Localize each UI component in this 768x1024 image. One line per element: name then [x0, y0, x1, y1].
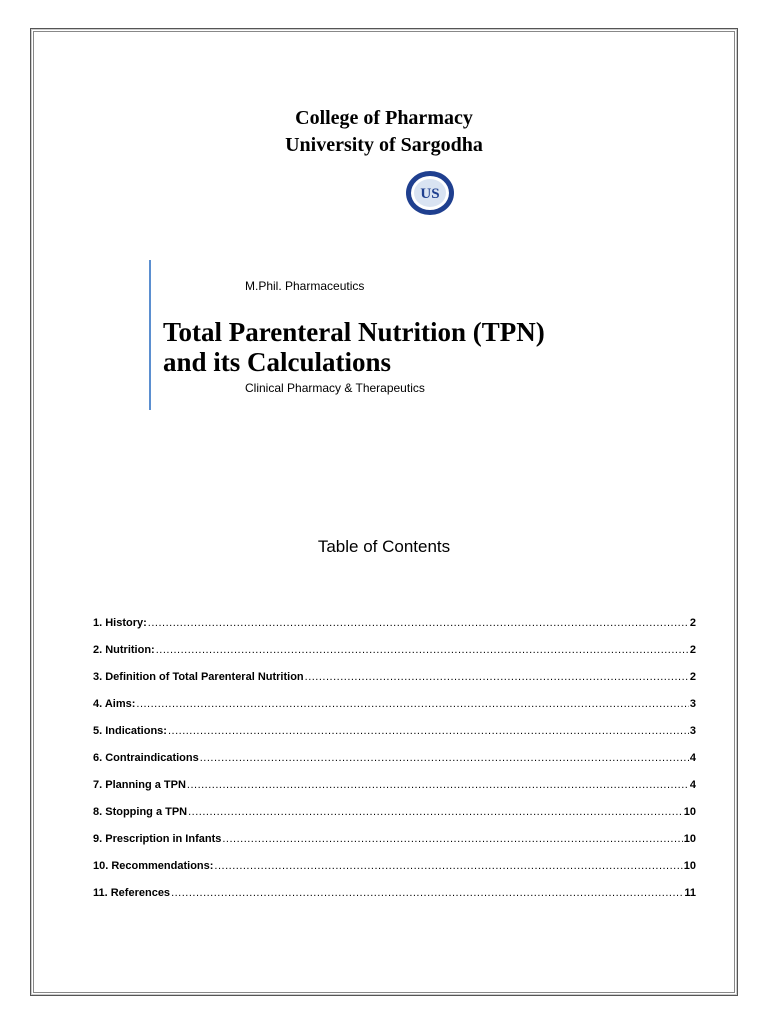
college-name: College of Pharmacy: [295, 107, 473, 129]
document-title: [163, 317, 545, 377]
university-seal: [405, 170, 455, 216]
title-line-2: and its Calculations: [163, 347, 392, 377]
toc-entry-nutrition[interactable]: 2. Nutrition: ..... 2: [93, 644, 696, 671]
toc-entry-infants[interactable]: 9. Prescription in Infants ..... 10: [93, 833, 696, 860]
table-of-contents: [93, 617, 696, 914]
toc-entry-contraindications[interactable]: 6. Contraindications ..... 4: [93, 752, 696, 779]
toc-entry-recommendations[interactable]: 10. Recommendations: ..... 10: [93, 860, 696, 887]
accent-bar: [149, 260, 151, 410]
subject-label: Clinical Pharmacy & Therapeutics: [245, 381, 425, 395]
title-line-1: Total Parenteral Nutrition (TPN): [163, 317, 545, 347]
toc-entry-indications[interactable]: 5. Indications: ..... 3: [93, 725, 696, 752]
toc-entry-aims[interactable]: 4. Aims: ..... 3: [93, 698, 696, 725]
toc-entry-history[interactable]: 1. History: ..... 2: [93, 617, 696, 644]
program-label: M.Phil. Pharmaceutics: [245, 279, 365, 293]
toc-heading: Table of Contents: [317, 537, 451, 556]
university-name: University of Sargodha: [285, 134, 483, 156]
toc-entry-stopping[interactable]: 8. Stopping a TPN ..... 10: [93, 806, 696, 833]
toc-entry-definition[interactable]: 3. Definition of Total Parenteral Nutrition ..... 2: [93, 671, 696, 698]
toc-entry-planning[interactable]: 7. Planning a TPN ..... 4: [93, 779, 696, 806]
toc-entry-references[interactable]: 11. References ..... 11: [93, 887, 696, 914]
seal-monogram: US: [420, 186, 440, 202]
